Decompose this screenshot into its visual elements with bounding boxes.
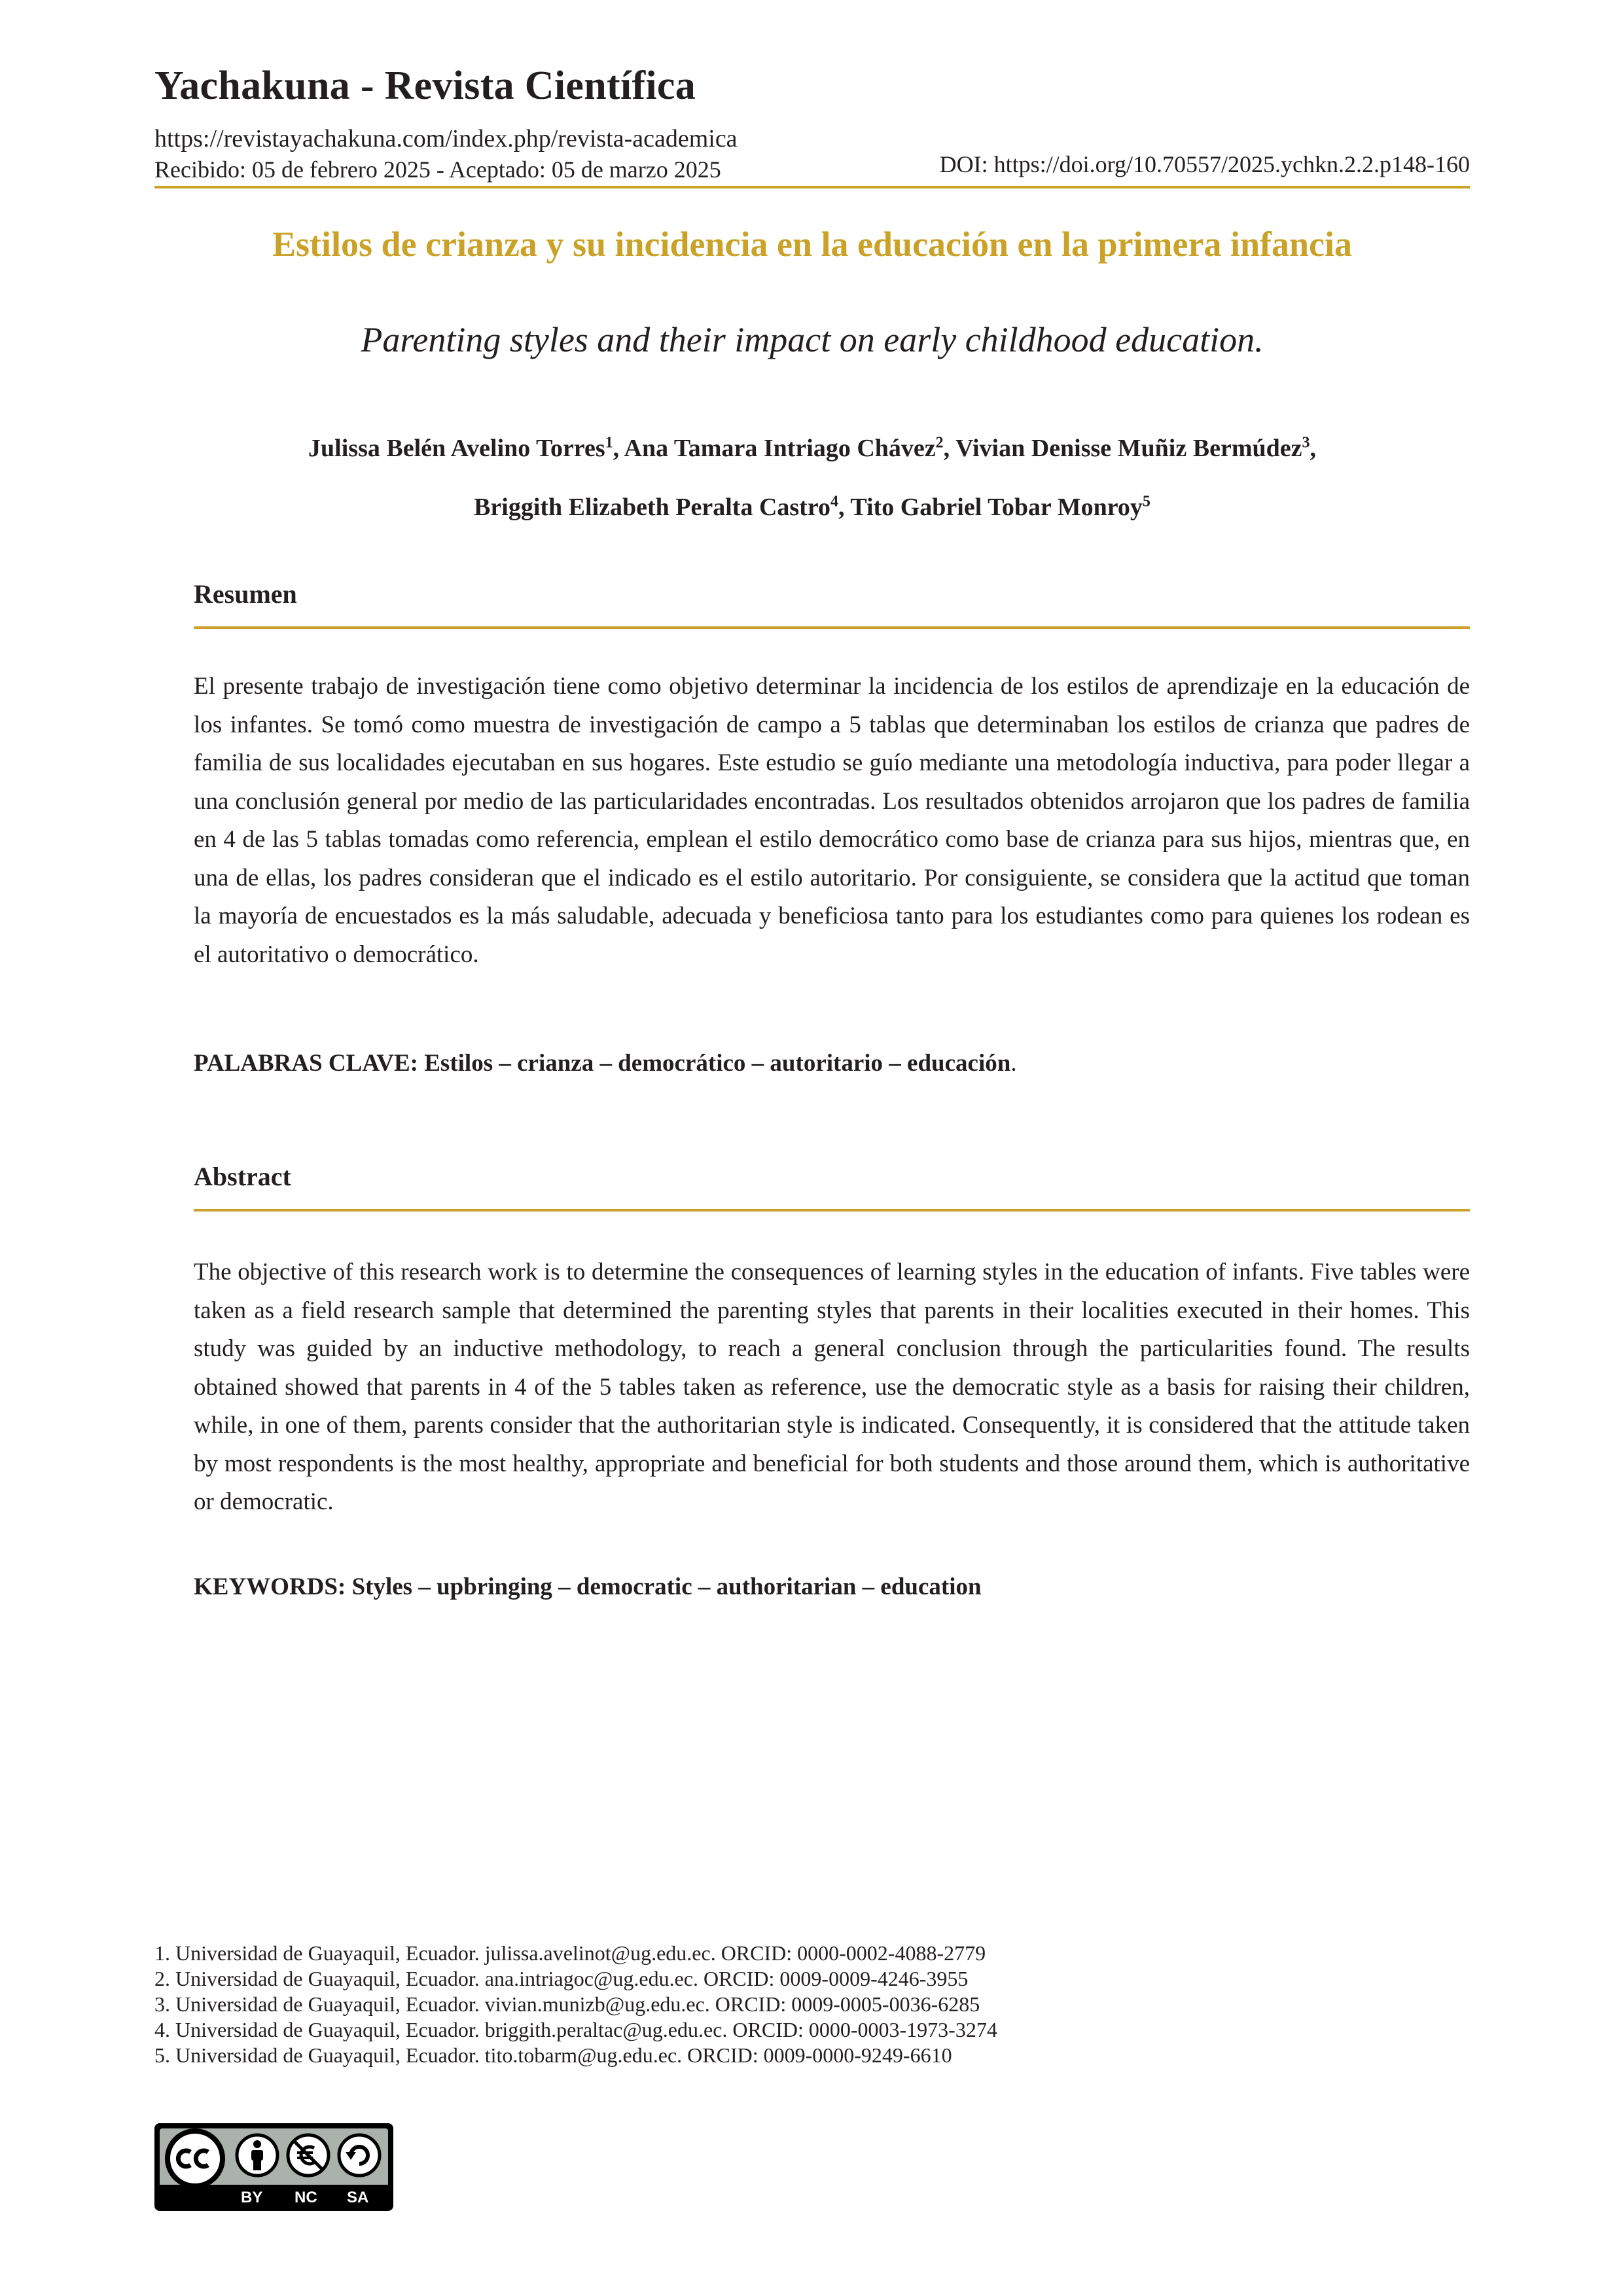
abstract-body: The objective of this research work is to determine the consequences of learning styles in the education of infants. Five tables were taken as a field research sample that determined the parenting styles that parents in their localities executed in their homes. This study was guided by an inductive methodology, to reach a general conclusion through the particularities found. The results obtained showed that parents in 4 of the 5 tables taken as reference, use the democratic style as a basis for raising their children, while, in one of them, parents consider that the authoritarian style is indicated. Consequently, it is considered that the attitude taken by most respondents is the most healthy, appropriate and beneficial for both students and those around them, which is authoritative or democratic. xyxy=(194,1259,1470,1515)
author-separator: , xyxy=(943,435,955,462)
article-title-spanish: Estilos de crianza y su incidencia en la educación en la primera infancia xyxy=(272,224,1352,264)
author-separator: , xyxy=(838,493,851,521)
resumen-divider xyxy=(194,626,1470,629)
footnote-item: 3. Universidad de Guayaquil, Ecuador. vivian.munizb@ug.edu.ec. ORCID: 0009-0005-0036-6285 xyxy=(154,1992,980,2016)
affiliation-footnotes xyxy=(154,1941,1463,2068)
sa-icon xyxy=(336,2132,382,2178)
footnote-item: 4. Universidad de Guayaquil, Ecuador. briggith.peraltac@ug.edu.ec. ORCID: 0000-0003-1973-3274 xyxy=(154,2018,997,2041)
affiliation-marker: 4 xyxy=(830,493,839,511)
affiliation-marker: 3 xyxy=(1302,434,1310,452)
cc-license-badge[interactable] xyxy=(154,2123,393,2211)
footnote-item: 1. Universidad de Guayaquil, Ecuador. julissa.avelinot@ug.edu.ec. ORCID: 0000-0002-4088-2779 xyxy=(154,1941,986,1965)
keywords xyxy=(194,1573,1470,1601)
author-line-1 xyxy=(154,419,1470,478)
keywords-period: . xyxy=(1010,1050,1017,1077)
author-separator: , xyxy=(1310,435,1316,462)
author-name: Ana Tamara Intriago Chávez xyxy=(624,435,936,462)
footnote-item: 2. Universidad de Guayaquil, Ecuador. ana.intriagoc@ug.edu.ec. ORCID: 0009-0009-4246-3955 xyxy=(154,1967,969,1990)
nc-label: NC xyxy=(294,2189,317,2206)
author-separator: , xyxy=(613,435,624,462)
resumen-heading: Resumen xyxy=(194,579,297,609)
author-name: Briggith Elizabeth Peralta Castro xyxy=(474,493,831,521)
footnote-item: 5. Universidad de Guayaquil, Ecuador. tito.tobarm@ug.edu.ec. ORCID: 0009-0000-9249-6610 xyxy=(154,2043,952,2067)
affiliation-marker: 1 xyxy=(605,434,613,452)
by-label: BY xyxy=(241,2189,263,2206)
author-list xyxy=(154,419,1470,537)
by-icon xyxy=(234,2132,280,2178)
resumen-body: El presente trabajo de investigación tiene como objetivo determinar la incidencia de los estilos de aprendizaje en la educación de los infantes. Se tomó como muestra de investigación de campo a 5 tablas que determinaban los estilos de crianza que padres de familia de sus localidades ejecutaban en sus hogares. Este estudio se guío mediante una metodología inductiva, para poder llegar a una conclusión general por medio de las particularidades encontradas. Los resultados obtenidos arrojaron que los padres de familia en 4 de las 5 tablas tomadas como referencia, emplean el estilo democrático como base de crianza para sus hijos, mientras que, en una de ellas, los padres consideran que el indicado es el estilo autoritario. Por consiguiente, se considera que la actitud que toman la mayoría de encuestados es la más saludable, adecuada y beneficiosa tanto para los estudiantes como para quienes los rodean es el autoritativo o democrático. xyxy=(194,673,1470,968)
journal-url: https://revistayachakuna.com/index.php/revista-academica xyxy=(154,125,738,152)
keywords-terms: Estilos – crianza – democrático – autoritario – educación xyxy=(424,1050,1011,1077)
article-title-english: Parenting styles and their impact on early childhood education. xyxy=(361,320,1264,359)
abstract-heading: Abstract xyxy=(194,1162,291,1191)
received-accepted-dates: Recibido: 05 de febrero 2025 - Aceptado: 05 de marzo 2025 xyxy=(154,156,721,183)
affiliation-marker: 2 xyxy=(935,434,944,452)
sa-label: SA xyxy=(347,2189,369,2206)
doi-link: DOI: https://doi.org/10.70557/2025.ychkn.2.2.p148-160 xyxy=(939,151,1470,177)
palabras-clave xyxy=(194,1049,1470,1077)
keywords-label: PALABRAS CLAVE: xyxy=(194,1050,418,1077)
author-name: Julissa Belén Avelino Torres xyxy=(308,435,605,462)
author-name: Tito Gabriel Tobar Monroy xyxy=(850,493,1143,521)
affiliation-marker: 5 xyxy=(1142,493,1150,511)
journal-title: Yachakuna - Revista Científica xyxy=(154,63,696,108)
header-divider xyxy=(154,186,1470,188)
abstract-divider xyxy=(194,1209,1470,1211)
keywords-label: KEYWORDS: xyxy=(194,1573,346,1600)
cc-icon xyxy=(162,2127,228,2193)
author-name: Vivian Denisse Muñiz Bermúdez xyxy=(955,435,1302,462)
author-line-2 xyxy=(154,478,1470,537)
nc-icon xyxy=(285,2132,331,2178)
keywords-terms: Styles – upbringing – democratic – authoritarian – education xyxy=(351,1573,982,1600)
